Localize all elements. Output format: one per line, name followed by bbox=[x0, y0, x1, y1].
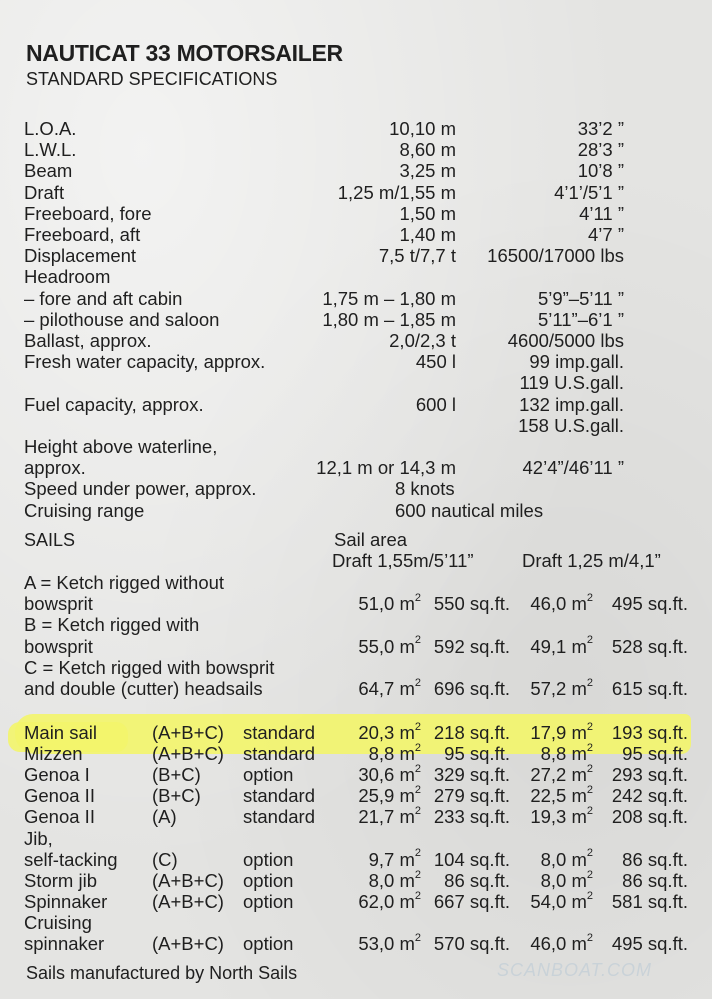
sail-area-value: 57,2 m bbox=[530, 678, 587, 699]
unit-superscript: 2 bbox=[586, 634, 593, 647]
sail-area-sqft: 581 sq.ft. bbox=[611, 890, 688, 912]
spec-metric: 3,25 m bbox=[399, 160, 456, 182]
sail-area-m2 bbox=[358, 678, 421, 700]
sail-type: standard bbox=[243, 743, 315, 765]
page-subtitle: STANDARD SPECIFICATIONS bbox=[26, 69, 278, 89]
sail-area-m2 bbox=[530, 933, 593, 955]
sail-area-value: 54,0 m bbox=[530, 890, 587, 912]
sail-area-sqft: 696 sq.ft. bbox=[433, 678, 510, 699]
spec-imperial: 10’8 ” bbox=[577, 160, 624, 182]
spec-label: Fresh water capacity, approx. bbox=[24, 351, 266, 373]
unit-superscript: 2 bbox=[586, 763, 593, 776]
sail-area-value: 51,0 m bbox=[358, 593, 415, 615]
rig-option-label: bowsprit bbox=[24, 635, 93, 657]
unit-superscript: 2 bbox=[414, 676, 421, 689]
spec-label: Ballast, approx. bbox=[24, 330, 152, 351]
sail-area-sqft: 592 sq.ft. bbox=[433, 635, 510, 657]
spec-metric: 1,50 m bbox=[399, 202, 456, 224]
spec-imperial: 4’7 ” bbox=[588, 224, 624, 245]
sail-area-m2 bbox=[530, 785, 593, 807]
spec-metric: 1,75 m – 1,80 m bbox=[322, 287, 456, 309]
sail-name: Storm jib bbox=[24, 869, 97, 891]
rig-option-label: A = Ketch rigged without bbox=[24, 572, 225, 593]
unit-superscript: 2 bbox=[414, 889, 421, 902]
sail-area-value: 53,0 m bbox=[358, 933, 415, 954]
spec-imperial: 16500/17000 lbs bbox=[487, 245, 624, 267]
spec-label: Fuel capacity, approx. bbox=[24, 393, 204, 415]
sail-area-sqft: 104 sq.ft. bbox=[433, 848, 510, 870]
sail-area-sqft: 193 sq.ft. bbox=[611, 722, 688, 743]
rig-option-label: bowsprit bbox=[24, 593, 93, 615]
sail-area-sqft: 570 sq.ft. bbox=[433, 933, 510, 954]
unit-superscript: 2 bbox=[586, 868, 593, 881]
unit-superscript: 2 bbox=[414, 784, 421, 797]
spec-label: L.O.A. bbox=[24, 118, 77, 139]
sail-type: option bbox=[243, 848, 294, 870]
sail-area-m2 bbox=[530, 764, 593, 786]
draft-a-heading: Draft 1,55m/5’11” bbox=[332, 550, 474, 571]
sails-heading: SAILS bbox=[24, 530, 76, 550]
sail-area-value: 8,0 m bbox=[368, 869, 415, 891]
spec-label: Headroom bbox=[24, 266, 111, 288]
sail-area-sqft: 242 sq.ft. bbox=[611, 785, 688, 807]
unit-superscript: 2 bbox=[586, 676, 593, 689]
sail-rigs: (A+B+C) bbox=[152, 890, 224, 912]
sail-area-m2 bbox=[358, 764, 421, 786]
sail-area-value: 64,7 m bbox=[358, 678, 415, 699]
sail-rigs: (A+B+C) bbox=[152, 743, 224, 765]
sail-area-value: 25,9 m bbox=[358, 785, 415, 807]
sail-area-sqft: 95 sq.ft. bbox=[622, 743, 688, 765]
sail-area-sqft: 95 sq.ft. bbox=[444, 743, 510, 765]
sail-area-sqft: 495 sq.ft. bbox=[611, 593, 688, 615]
sail-area-value: 55,0 m bbox=[358, 635, 415, 657]
sail-area-value: 17,9 m bbox=[530, 722, 587, 743]
spec-imperial: 5’11”–6’1 ” bbox=[537, 308, 624, 330]
sail-name: self-tacking bbox=[24, 848, 118, 870]
sail-area-sqft: 279 sq.ft. bbox=[433, 785, 510, 807]
sail-area-value: 46,0 m bbox=[530, 933, 587, 954]
unit-superscript: 2 bbox=[414, 847, 421, 860]
unit-superscript: 2 bbox=[586, 847, 593, 860]
sail-area-m2 bbox=[541, 743, 593, 765]
spec-metric: 1,40 m bbox=[399, 224, 456, 245]
spec-label: L.W.L. bbox=[24, 139, 77, 161]
sail-area-m2 bbox=[358, 891, 421, 913]
spec-label: Freeboard, fore bbox=[24, 202, 152, 224]
sail-area-m2 bbox=[358, 806, 421, 828]
sail-area-value: 49,1 m bbox=[530, 635, 587, 657]
spec-imperial: 5’9”–5’11 ” bbox=[537, 287, 624, 309]
sail-name: Mizzen bbox=[24, 743, 83, 765]
sail-rigs: (A+B+C) bbox=[152, 933, 224, 954]
sail-area-sqft: 293 sq.ft. bbox=[611, 764, 688, 786]
sail-type: option bbox=[243, 764, 294, 786]
spec-label: – fore and aft cabin bbox=[24, 287, 183, 309]
rig-option-label: C = Ketch rigged with bowsprit bbox=[24, 656, 275, 678]
unit-superscript: 2 bbox=[414, 805, 421, 818]
sail-area-value: 8,0 m bbox=[540, 869, 587, 891]
sail-area-m2 bbox=[358, 933, 421, 955]
sail-area-sqft: 550 sq.ft. bbox=[433, 593, 510, 615]
spec-metric: 2,0/2,3 t bbox=[389, 330, 456, 351]
sail-rigs: (B+C) bbox=[152, 764, 201, 786]
unit-superscript: 2 bbox=[414, 763, 421, 776]
sail-name: Cruising bbox=[24, 911, 92, 933]
sail-type: option bbox=[243, 933, 294, 954]
unit-superscript: 2 bbox=[586, 720, 593, 733]
page-title: NAUTICAT 33 MOTORSAILER bbox=[26, 40, 343, 66]
sail-area-m2 bbox=[530, 722, 593, 744]
spec-metric: 600 l bbox=[415, 393, 456, 415]
spec-imperial: 158 U.S.gall. bbox=[518, 414, 624, 436]
sail-area-sqft: 495 sq.ft. bbox=[611, 933, 688, 954]
sail-area-m2 bbox=[358, 722, 421, 744]
spec-label: Beam bbox=[24, 160, 73, 182]
sail-area-sqft: 329 sq.ft. bbox=[433, 764, 510, 786]
unit-superscript: 2 bbox=[414, 592, 421, 605]
sail-area-value: 19,3 m bbox=[530, 806, 587, 828]
footer-note: Sails manufactured by North Sails bbox=[26, 963, 298, 983]
sail-area-m2 bbox=[530, 678, 593, 700]
spec-metric: 12,1 m or 14,3 m bbox=[316, 457, 456, 479]
unit-superscript: 2 bbox=[586, 784, 593, 797]
unit-superscript: 2 bbox=[586, 805, 593, 818]
unit-superscript: 2 bbox=[414, 868, 421, 881]
spec-metric: 450 l bbox=[415, 351, 456, 373]
unit-superscript: 2 bbox=[586, 889, 593, 902]
spec-metric: 8,60 m bbox=[399, 139, 456, 161]
sail-area-m2 bbox=[358, 636, 421, 658]
spec-metric: 1,25 m/1,55 m bbox=[337, 181, 456, 203]
sail-area-value: 8,0 m bbox=[540, 848, 587, 870]
scanboat-logo: SCANBOAT.COM bbox=[496, 960, 652, 980]
sail-name: spinnaker bbox=[24, 933, 105, 954]
spec-imperial: 99 imp.gall. bbox=[529, 351, 624, 373]
sail-area-sqft: 86 sq.ft. bbox=[622, 869, 688, 891]
sail-area-value: 27,2 m bbox=[530, 764, 587, 786]
sail-area-m2 bbox=[358, 785, 421, 807]
spec-imperial: 28’3 ” bbox=[577, 139, 624, 161]
sail-area-value: 8,8 m bbox=[540, 743, 587, 765]
sail-name: Main sail bbox=[24, 722, 97, 743]
spec-imperial: 132 imp.gall. bbox=[519, 393, 624, 415]
sail-type: standard bbox=[243, 785, 315, 807]
draft-b-heading: Draft 1,25 m/4,1” bbox=[522, 550, 661, 571]
sail-area-m2 bbox=[358, 593, 421, 615]
unit-superscript: 2 bbox=[586, 592, 593, 605]
spec-imperial: 33’2 ” bbox=[577, 118, 624, 139]
spec-label: Draft bbox=[24, 181, 65, 203]
sail-type: standard bbox=[243, 722, 315, 743]
unit-superscript: 2 bbox=[414, 741, 421, 754]
sail-area-value: 9,7 m bbox=[368, 848, 415, 870]
sail-area-sqft: 528 sq.ft. bbox=[611, 635, 688, 657]
sail-area-sqft: 233 sq.ft. bbox=[433, 806, 510, 828]
sail-area-sqft: 667 sq.ft. bbox=[433, 890, 510, 912]
spec-imperial: 42’4”/46’11 ” bbox=[522, 457, 624, 479]
unit-superscript: 2 bbox=[586, 931, 593, 944]
sail-area-value: 30,6 m bbox=[358, 764, 415, 786]
spec-label: Freeboard, aft bbox=[24, 224, 141, 245]
spec-value: 8 knots bbox=[395, 478, 455, 500]
sail-type: standard bbox=[243, 806, 315, 828]
spec-metric: 1,80 m – 1,85 m bbox=[322, 308, 456, 330]
sail-area-value: 22,5 m bbox=[530, 785, 587, 807]
unit-superscript: 2 bbox=[414, 720, 421, 733]
unit-superscript: 2 bbox=[414, 931, 421, 944]
spec-label: Displacement bbox=[24, 245, 137, 267]
sail-area-sqft: 218 sq.ft. bbox=[433, 722, 510, 743]
sail-rigs: (A+B+C) bbox=[152, 722, 224, 743]
spec-label: approx. bbox=[24, 457, 86, 479]
unit-superscript: 2 bbox=[586, 741, 593, 754]
sail-rigs: (B+C) bbox=[152, 785, 201, 807]
sail-name: Jib, bbox=[24, 827, 53, 849]
sail-area-sqft: 86 sq.ft. bbox=[444, 869, 510, 891]
sail-area-sqft: 86 sq.ft. bbox=[622, 848, 688, 870]
spec-imperial: 4’1’/5’1 ” bbox=[554, 181, 624, 203]
sail-area-sqft: 208 sq.ft. bbox=[611, 806, 688, 828]
spec-label: Speed under power, approx. bbox=[24, 478, 257, 500]
sail-area-value: 21,7 m bbox=[358, 806, 415, 828]
sail-name: Genoa I bbox=[24, 764, 90, 786]
sail-name: Genoa II bbox=[24, 785, 95, 807]
spec-imperial: 4600/5000 lbs bbox=[507, 330, 624, 351]
sail-area-m2 bbox=[369, 870, 421, 892]
sail-area-m2 bbox=[530, 636, 593, 658]
spec-label: Cruising range bbox=[24, 499, 145, 521]
sail-name: Spinnaker bbox=[24, 890, 108, 912]
sail-area-sqft: 615 sq.ft. bbox=[611, 678, 688, 699]
sail-area-m2 bbox=[530, 593, 593, 615]
sail-type: option bbox=[243, 869, 294, 891]
sail-area-m2 bbox=[369, 743, 421, 765]
unit-superscript: 2 bbox=[414, 634, 421, 647]
sail-area-m2 bbox=[541, 870, 593, 892]
spec-imperial: 119 U.S.gall. bbox=[519, 372, 624, 394]
sail-area-value: 46,0 m bbox=[530, 593, 587, 615]
sail-area-value: 8,8 m bbox=[368, 743, 415, 765]
sail-rigs: (A+B+C) bbox=[152, 869, 224, 891]
sail-type: option bbox=[243, 890, 294, 912]
spec-value: 600 nautical miles bbox=[395, 499, 544, 521]
spec-label: – pilothouse and saloon bbox=[24, 308, 220, 330]
sail-area-m2 bbox=[530, 891, 593, 913]
rig-option-label: and double (cutter) headsails bbox=[24, 678, 263, 699]
spec-metric: 10,10 m bbox=[389, 118, 456, 139]
spec-imperial: 4’11 ” bbox=[579, 202, 624, 224]
sail-area-m2 bbox=[541, 849, 593, 871]
sail-rigs: (C) bbox=[152, 848, 178, 870]
sail-rigs: (A) bbox=[152, 806, 177, 828]
sail-area-value: 62,0 m bbox=[358, 890, 415, 912]
sail-name: Genoa II bbox=[24, 806, 95, 828]
spec-metric: 7,5 t/7,7 t bbox=[378, 245, 456, 267]
rig-option-label: B = Ketch rigged with bbox=[24, 614, 200, 636]
sail-area-m2 bbox=[530, 806, 593, 828]
sail-area-value: 20,3 m bbox=[358, 722, 415, 743]
spec-label: Height above waterline, bbox=[24, 436, 218, 457]
sail-area-heading: Sail area bbox=[334, 529, 408, 550]
sail-area-m2 bbox=[369, 849, 421, 871]
